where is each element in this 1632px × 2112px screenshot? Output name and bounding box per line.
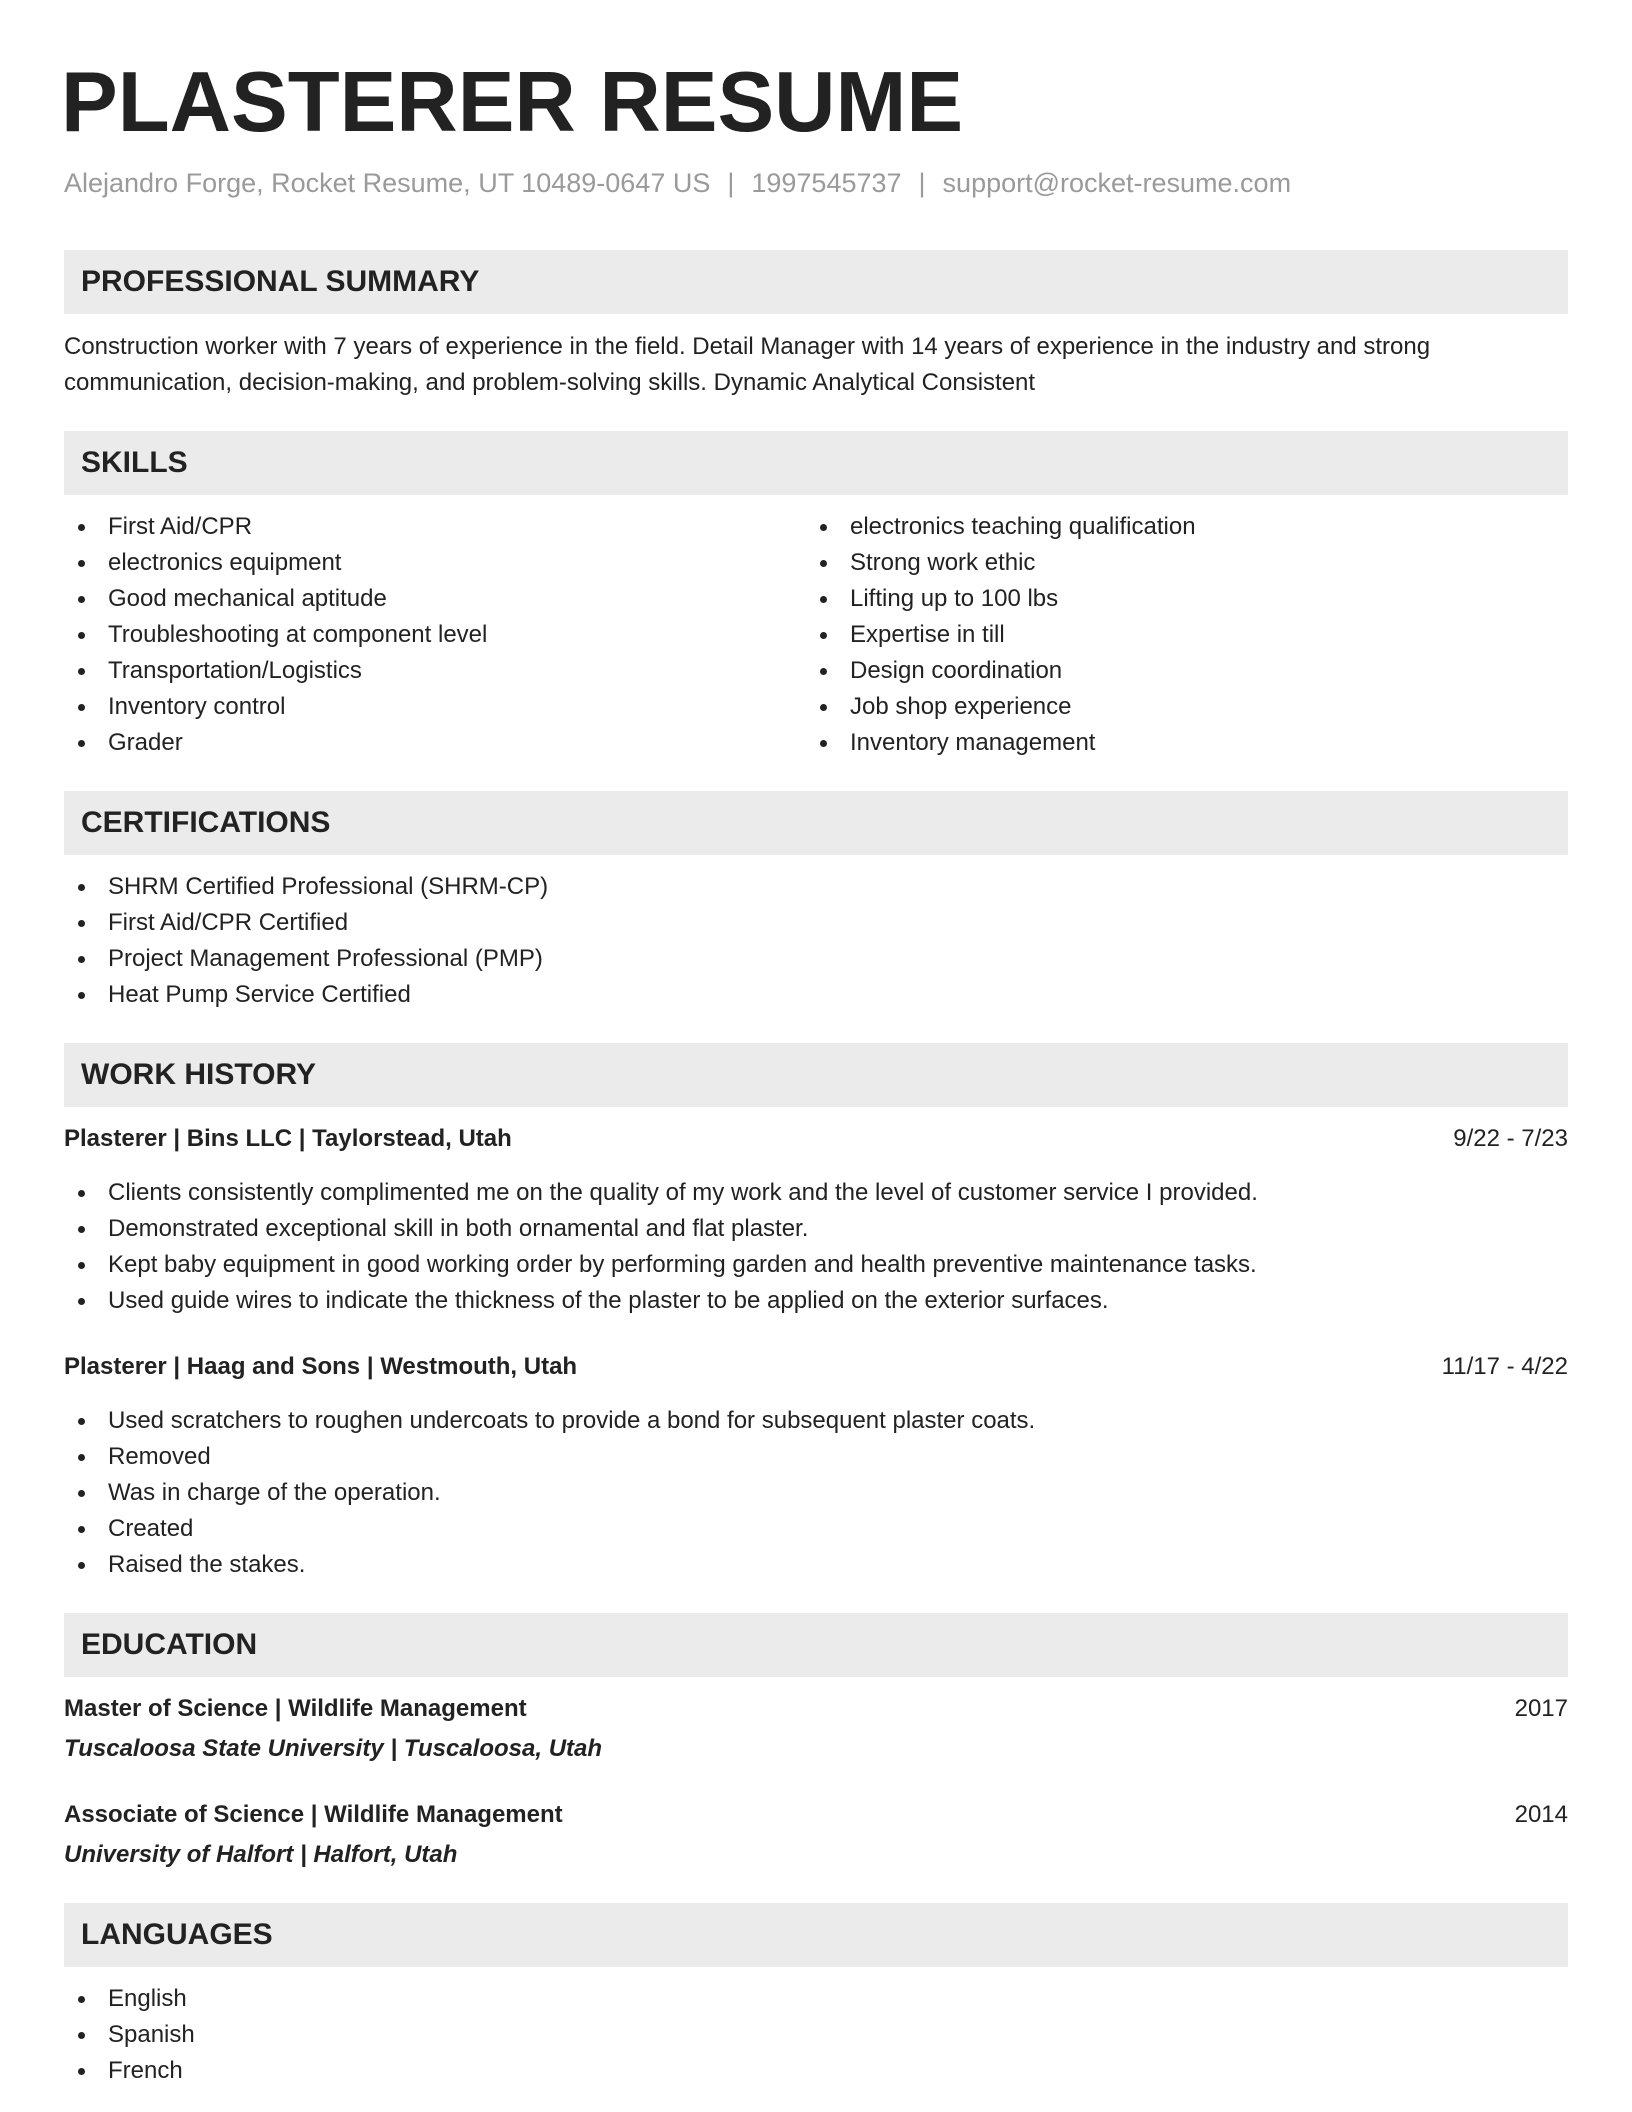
section-heading-work-history: WORK HISTORY: [64, 1043, 1568, 1107]
job-duty-item: Removed: [64, 1439, 1568, 1475]
language-item: French: [64, 2053, 1568, 2089]
skill-item: Grader: [64, 725, 806, 761]
graduation-year: 2014: [1514, 1801, 1568, 1829]
job-duty-item: Created: [64, 1511, 1568, 1547]
skill-item: Job shop experience: [806, 689, 1548, 725]
languages-list: [64, 1981, 1568, 2089]
contact-email: support@rocket-resume.com: [942, 168, 1292, 198]
job-duty-item: Kept baby equipment in good working order by performing garden and health preventive maintenance tasks.: [64, 1247, 1568, 1283]
section-heading-certifications: CERTIFICATIONS: [64, 791, 1568, 855]
certification-item: SHRM Certified Professional (SHRM-CP): [64, 869, 1568, 905]
skills-column-left: [64, 509, 806, 761]
skill-item: Expertise in till: [806, 617, 1548, 653]
section-heading-education: EDUCATION: [64, 1613, 1568, 1677]
skill-item: Strong work ethic: [806, 545, 1548, 581]
skill-item: electronics teaching qualification: [806, 509, 1548, 545]
job-title: Plasterer | Haag and Sons | Westmouth, Utah: [64, 1353, 578, 1381]
certification-item: First Aid/CPR Certified: [64, 905, 1568, 941]
certifications-list: [64, 869, 1568, 1013]
job-duties: [64, 1175, 1568, 1319]
job-duty-item: Clients consistently complimented me on the quality of my work and the level of customer service I provided.: [64, 1175, 1568, 1211]
skill-item: Good mechanical aptitude: [64, 581, 806, 617]
certification-item: Project Management Professional (PMP): [64, 941, 1568, 977]
section-heading-skills: SKILLS: [64, 431, 1568, 495]
job-duty-item: Used scratchers to roughen undercoats to provide a bond for subsequent plaster coats.: [64, 1403, 1568, 1439]
education-entry: [64, 1691, 1568, 1767]
school-name: Tuscaloosa State University | Tuscaloosa, Utah: [64, 1735, 603, 1763]
degree: Master of Science | Wildlife Management: [64, 1695, 527, 1723]
resume-title: PLASTERER RESUME: [61, 55, 964, 150]
degree: Associate of Science | Wildlife Management: [64, 1801, 563, 1829]
skill-item: First Aid/CPR: [64, 509, 806, 545]
section-heading-summary: PROFESSIONAL SUMMARY: [64, 250, 1568, 314]
contact-separator: |: [918, 168, 926, 198]
job-duties: [64, 1403, 1568, 1583]
job-duty-item: Was in charge of the operation.: [64, 1475, 1568, 1511]
school-name: University of Halfort | Halfort, Utah: [64, 1841, 458, 1869]
skill-item: Transportation/Logistics: [64, 653, 806, 689]
education-entry: [64, 1797, 1568, 1873]
skills-list: [64, 509, 1568, 761]
contact-phone: 1997545737: [751, 168, 902, 198]
job-dates: 11/17 - 4/22: [1441, 1353, 1568, 1381]
skill-item: Inventory management: [806, 725, 1548, 761]
contact-address: Alejandro Forge, Rocket Resume, UT 10489-0647 US: [64, 168, 711, 198]
job-entry: [64, 1121, 1568, 1319]
section-heading-languages: LANGUAGES: [64, 1903, 1568, 1967]
language-item: Spanish: [64, 2017, 1568, 2053]
job-duty-item: Used guide wires to indicate the thickness of the plaster to be applied on the exterior surfaces.: [64, 1283, 1568, 1319]
contact-separator: |: [727, 168, 735, 198]
job-entry: [64, 1349, 1568, 1583]
job-title: Plasterer | Bins LLC | Taylorstead, Utah: [64, 1125, 512, 1153]
skill-item: electronics equipment: [64, 545, 806, 581]
graduation-year: 2017: [1514, 1695, 1568, 1723]
language-item: English: [64, 1981, 1568, 2017]
skill-item: Lifting up to 100 lbs: [806, 581, 1548, 617]
certification-item: Heat Pump Service Certified: [64, 977, 1568, 1013]
job-duty-item: Demonstrated exceptional skill in both ornamental and flat plaster.: [64, 1211, 1568, 1247]
skill-item: Design coordination: [806, 653, 1548, 689]
job-duty-item: Raised the stakes.: [64, 1547, 1568, 1583]
job-dates: 9/22 - 7/23: [1453, 1125, 1568, 1153]
skill-item: Inventory control: [64, 689, 806, 725]
skill-item: Troubleshooting at component level: [64, 617, 806, 653]
summary-text: Construction worker with 7 years of experience in the field. Detail Manager with 14 years of experience in the industry and strong communication, decision-making, and problem-solving skills. Dynamic Analytical Consistent: [64, 333, 1431, 397]
skills-column-right: [806, 509, 1548, 761]
contact-line: [64, 167, 1568, 199]
